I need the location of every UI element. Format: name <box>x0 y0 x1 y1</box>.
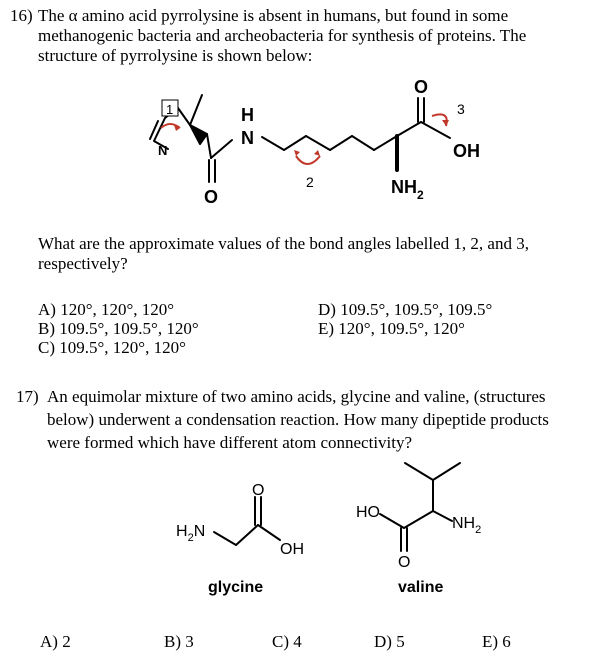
carbonyl-oxygen-right: O <box>414 77 429 97</box>
valine-amine: $NH_2$ <box>452 515 482 536</box>
amide-nitrogen: N <box>241 128 254 148</box>
q17-choice-e[interactable]: E) 6 <box>482 632 511 651</box>
hydroxyl-group: OH <box>453 141 480 161</box>
ring-nitrogen: N <box>158 143 168 158</box>
q16-choice-c[interactable]: C) 109.5°, 120°, 120° <box>38 338 186 357</box>
alpha-amine: $NH_2$ <box>391 177 424 202</box>
valine-hydroxyl: HO <box>356 504 380 521</box>
q16-choice-d[interactable]: D) 109.5°, 109.5°, 109.5° <box>318 300 493 319</box>
q16-question-line-2: respectively? <box>38 254 128 273</box>
q16-choice-e[interactable]: E) 120°, 109.5°, 120° <box>318 319 465 338</box>
q16-number: 16) <box>10 6 33 25</box>
q17-stem-line-1: An equimolar mixture of two amino acids, glycine and valine, (structures <box>47 387 546 406</box>
q17-stem-line-2: below) underwent a condensation reaction. How many dipeptide products <box>47 410 549 429</box>
q17-choice-c[interactable]: C) 4 <box>272 632 302 651</box>
glycine-hydroxyl: OH <box>280 541 304 558</box>
q17-number: 17) <box>16 387 39 406</box>
glycine-carbonyl-oxygen: O <box>252 482 265 499</box>
glycine-label: glycine <box>208 579 264 596</box>
q17-choice-d[interactable]: D) 5 <box>374 632 405 651</box>
amide-hydrogen: H <box>241 105 254 125</box>
q17-choice-a[interactable]: A) 2 <box>40 632 71 651</box>
q16-question-line-1: What are the approximate values of the bond angles labelled 1, 2, and 3, <box>38 234 529 253</box>
angle-label-3: 3 <box>457 101 465 117</box>
q16-stem-line-2: methanogenic bacteria and archeobacteria for synthesis of proteins. The <box>38 26 527 45</box>
q16-stem-line-1: The α amino acid pyrrolysine is absent in humans, but found in some <box>38 6 509 25</box>
q16-choice-a[interactable]: A) 120°, 120°, 120° <box>38 300 175 319</box>
q16-stem-line-3: structure of pyrrolysine is shown below: <box>38 46 313 65</box>
valine-label: valine <box>398 579 444 596</box>
q17-choice-b[interactable]: B) 3 <box>164 632 194 651</box>
q16-choice-b[interactable]: B) 109.5°, 109.5°, 120° <box>38 319 199 338</box>
glycine-amine: $H_2N$ <box>176 523 206 544</box>
angle-label-2: 2 <box>306 174 314 190</box>
q17-stem-line-3: were formed which have different atom connectivity? <box>47 433 413 452</box>
angle-label-1: 1 <box>166 102 174 117</box>
valine-carbonyl-oxygen: O <box>398 554 411 571</box>
carbonyl-oxygen-left: O <box>204 187 219 207</box>
